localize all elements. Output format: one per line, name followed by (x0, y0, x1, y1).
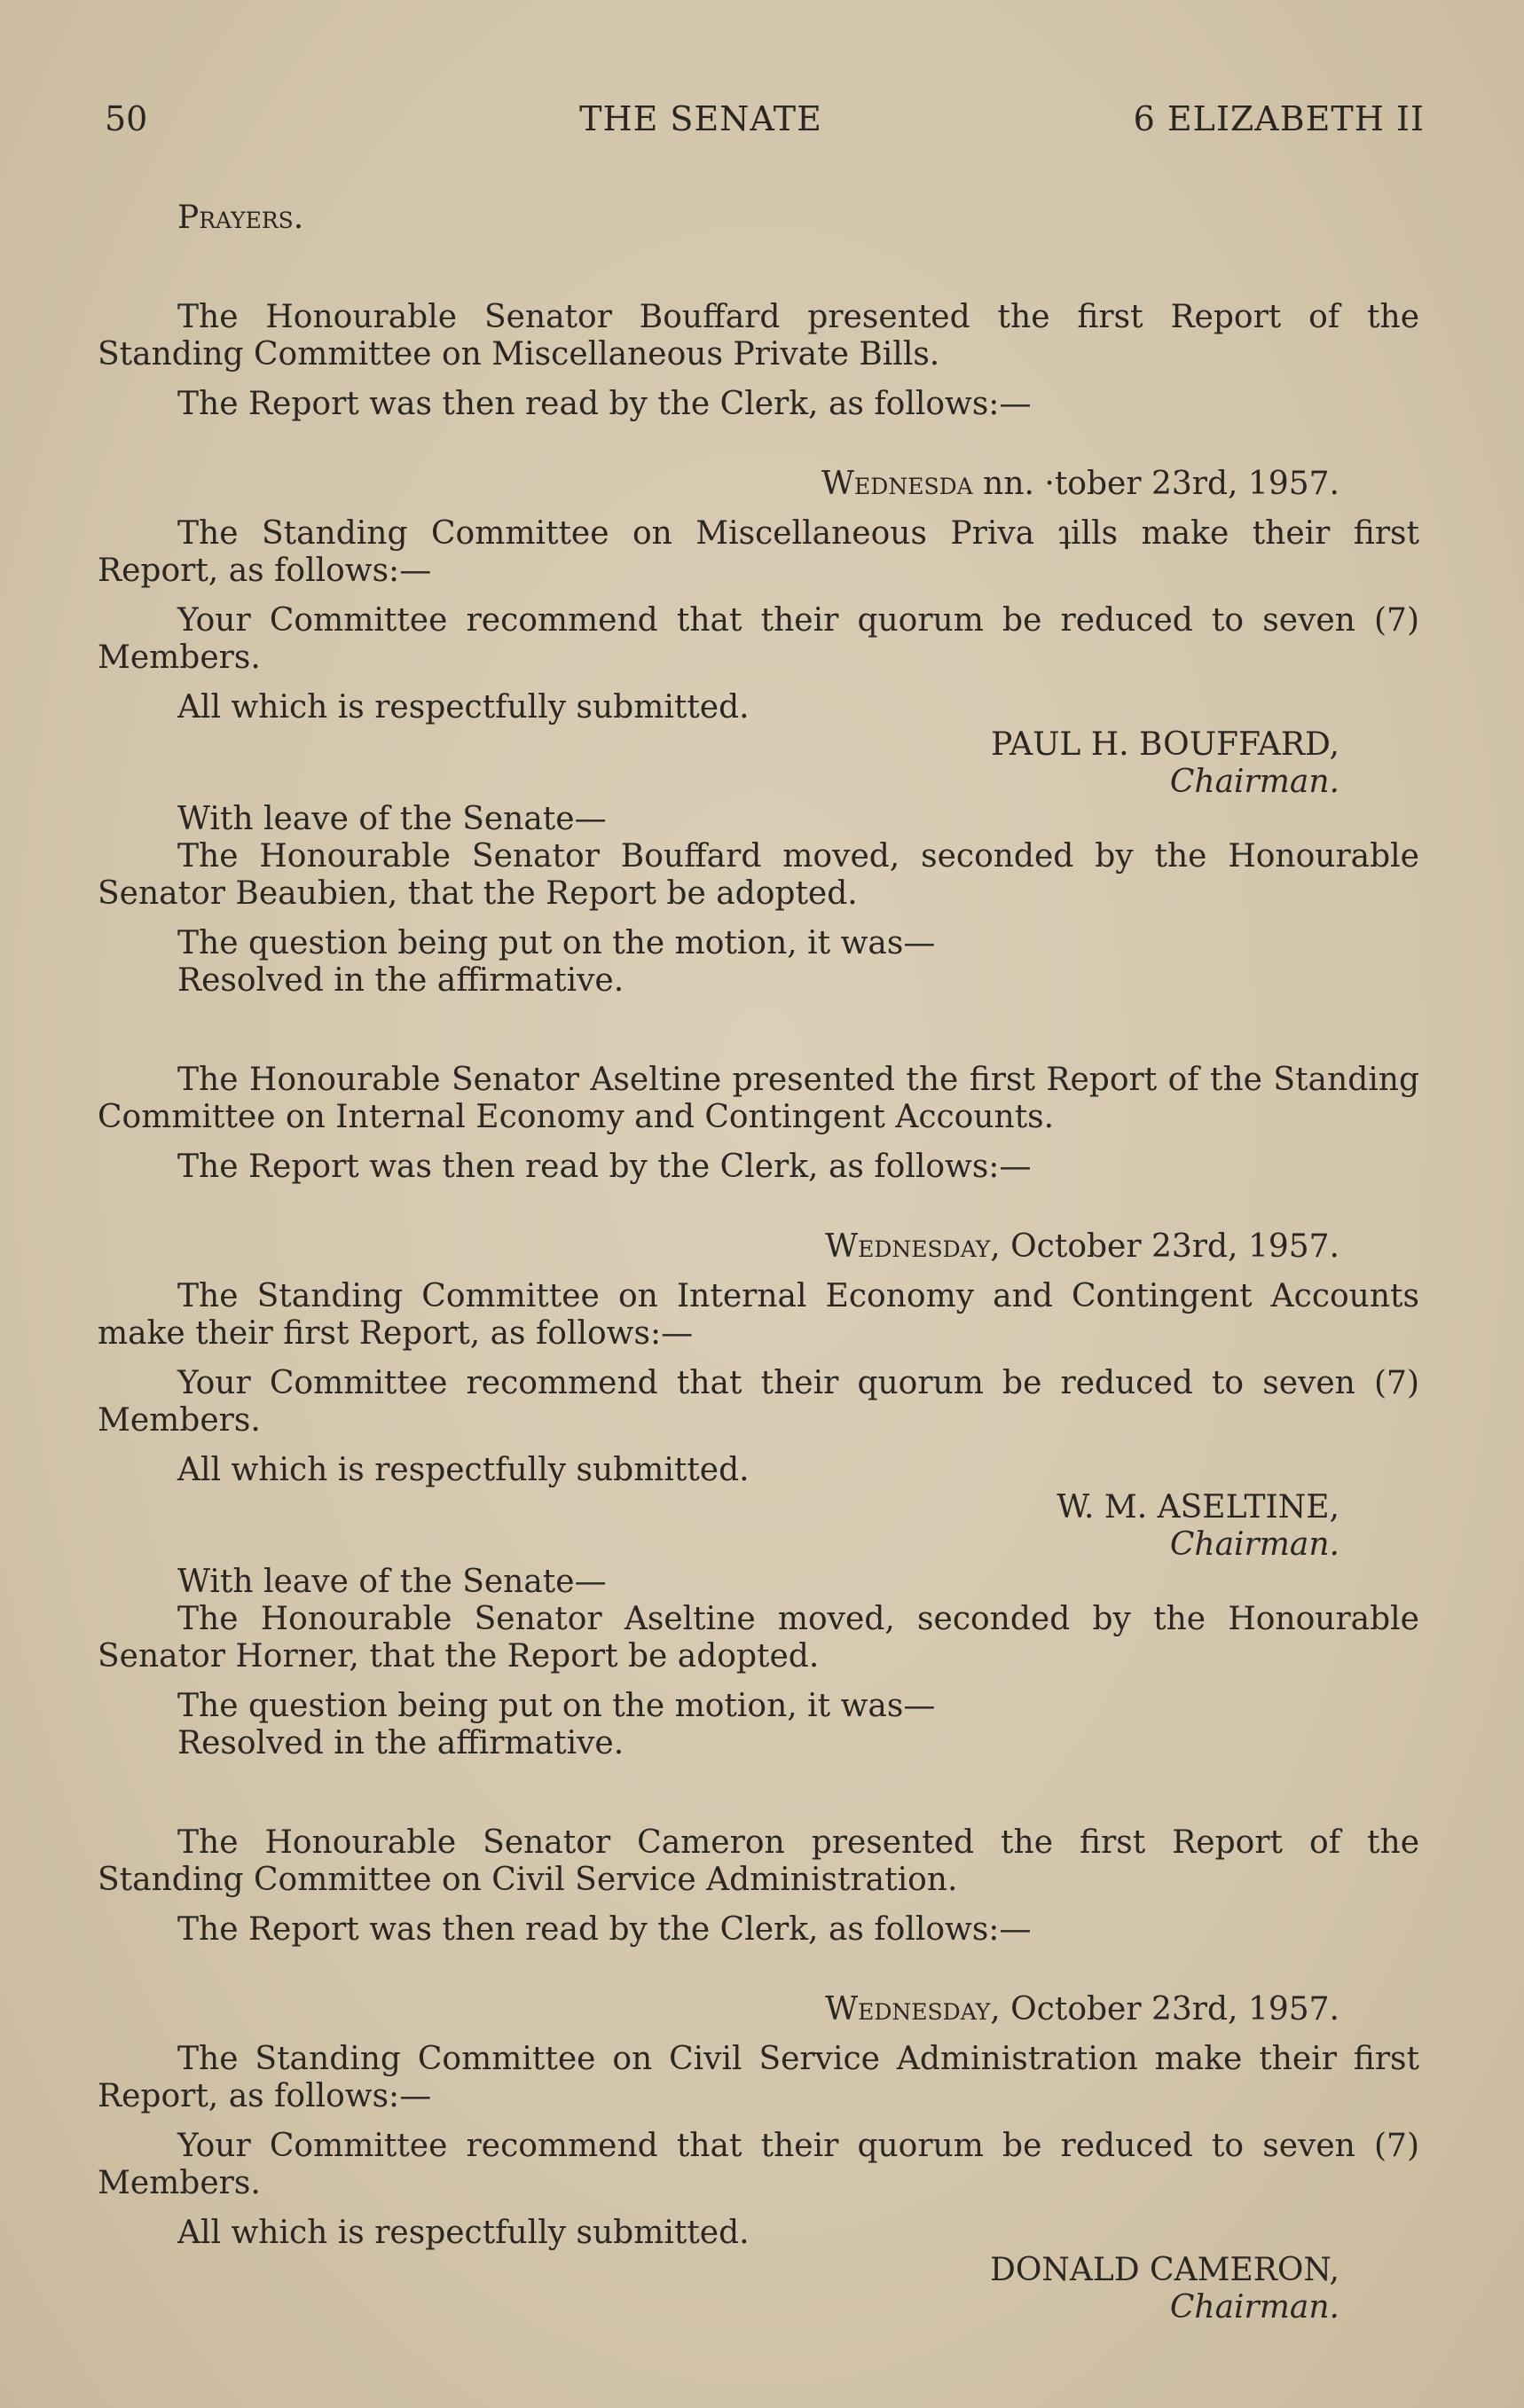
date-rest: nn. ·tober 23rd, 1957. (983, 466, 1339, 502)
running-header (0, 99, 1524, 144)
date-day: Wednesda (821, 466, 973, 502)
report-date (98, 1228, 1419, 1266)
report-recommendation: Your Committee recommend that their quorum be reduced to seven (7) Members. (98, 2128, 1419, 2201)
report-date (98, 1991, 1419, 2028)
report-recommendation: Your Committee recommend that their quorum be reduced to seven (7) Members. (98, 1365, 1419, 1439)
signer-role: Chairman. (1169, 2289, 1339, 2326)
date-day: Wednesday, (825, 1228, 1001, 1265)
signer-role: Chairman. (1169, 1526, 1339, 1563)
report-cameron (98, 1824, 1419, 2326)
signer-name: W. M. ASELTINE, (1057, 1489, 1339, 1526)
regnal-year: 6 ELIZABETH II (1133, 99, 1425, 138)
read-text: The Report was then read by the Clerk, as follows:— (177, 1911, 1032, 1948)
report-recommendation: Your Committee recommend that their quorum be reduced to seven (7) Members. (98, 602, 1419, 676)
question-text: The question being put on the motion, it was— (177, 1688, 936, 1724)
leave-text: With leave of the Senate— (177, 1564, 607, 1600)
header-title: THE SENATE (579, 99, 822, 138)
signer-name: DONALD CAMERON, (989, 2252, 1339, 2288)
report-intro: The Standing Committee on Civil Service Administration make their first Report, as follows:— (98, 2041, 1419, 2114)
date-rest: October 23rd, 1957. (1010, 1228, 1339, 1265)
presented-text: The Honourable Senator Aseltine presented the first Report of the Standing Committee on Internal Economy and Contingent Accounts. (98, 1062, 1419, 1135)
resolved-text: Resolved in the affirmative. (177, 1725, 625, 1761)
signer-name: PAUL H. BOUFFARD, (991, 726, 1339, 763)
motion-text: The Honourable Senator Aseltine moved, seconded by the Honourable Senator Horner, that the Report be adopted. (98, 1601, 1419, 1675)
read-text: The Report was then read by the Clerk, as follows:— (177, 386, 1032, 422)
submitted-text: All which is respectfully submitted. (177, 689, 750, 726)
presented-text: The Honourable Senator Cameron presented the first Report of the Standing Committee on Civil Service Administration. (98, 1824, 1419, 1898)
motion-text: The Honourable Senator Bouffard moved, seconded by the Honourable Senator Beaubien, that the Report be adopted. (98, 838, 1419, 912)
read-text: The Report was then read by the Clerk, as follows:— (177, 1149, 1032, 1185)
leave-text: With leave of the Senate— (177, 801, 607, 837)
report-aseltine (98, 1062, 1419, 1762)
report-intro: The Standing Committee on Miscellaneous Priva ʇills make their first Report, as follows:— (98, 515, 1419, 589)
prayers-heading: Prayers. (177, 200, 304, 236)
signer-role: Chairman. (1169, 764, 1339, 800)
report-intro: The Standing Committee on Internal Economy and Contingent Accounts make their first Report, as follows:— (98, 1278, 1419, 1352)
journal-body (98, 200, 1419, 2326)
submitted-text: All which is respectfully submitted. (177, 2215, 750, 2251)
question-text: The question being put on the motion, it was— (177, 925, 936, 961)
date-day: Wednesday, (825, 1991, 1001, 2028)
report-date (98, 466, 1419, 503)
report-bouffard (98, 299, 1419, 1000)
date-rest: October 23rd, 1957. (1010, 1991, 1339, 2028)
presented-text: The Honourable Senator Bouffard presented the first Report of the Standing Committee on Miscellaneous Private Bills. (98, 299, 1419, 373)
page-number: 50 (105, 99, 148, 138)
submitted-text: All which is respectfully submitted. (177, 1452, 750, 1488)
resolved-text: Resolved in the affirmative. (177, 962, 625, 999)
